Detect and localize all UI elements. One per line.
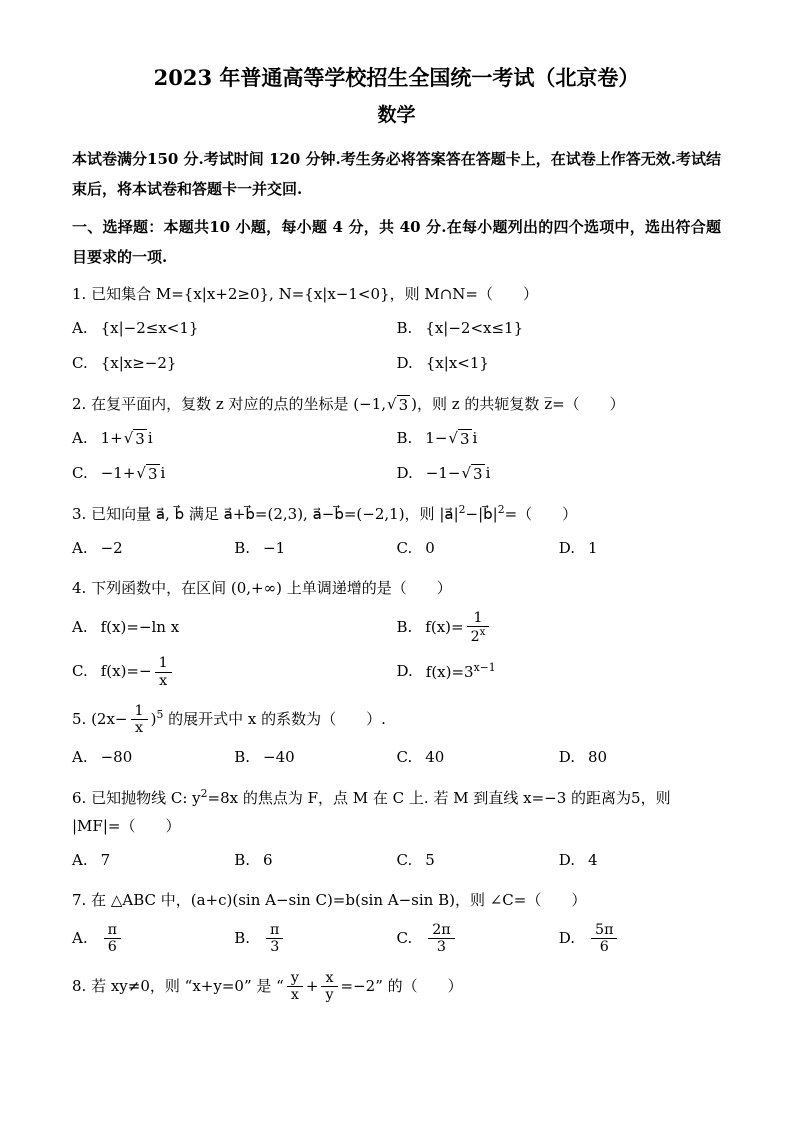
option-text: $f(x)=3^{x-1}$ — [425, 660, 496, 681]
option — [397, 311, 722, 347]
option — [397, 740, 559, 776]
option-text: 0 — [425, 538, 435, 557]
option-text: −40 — [263, 747, 295, 766]
question-options — [72, 843, 721, 879]
question-options — [72, 740, 721, 776]
option — [559, 740, 721, 776]
question-stem: 8. 若 xy≠0，则 “x+y=0” 是 “ $\frac{y}{x}$ + $\frac{x}{y}$ =−2” 的（ ） — [72, 969, 463, 1003]
question-4 — [72, 574, 721, 694]
option — [397, 650, 722, 694]
option — [234, 843, 396, 879]
question-stem: 4. 下列函数中，在区间 (0,+∞) 上单调递增的是（ ） — [72, 579, 452, 598]
question-options — [72, 311, 721, 383]
option-label: C. — [72, 662, 88, 681]
option — [72, 421, 397, 457]
exam-instructions: 本试卷满分150 分.考试时间 120 分钟.考生务必将答案答在答题卡上，在试卷上作答无效.考试结束后，将本试卷和答题卡一并交回. — [72, 150, 721, 199]
option-text: 5 — [425, 850, 435, 869]
question-7 — [72, 886, 721, 960]
option — [234, 740, 396, 776]
exam-title: 2023 年普通高等学校招生全国统一考试（北京卷） — [153, 65, 640, 90]
option — [397, 346, 722, 382]
question-options — [72, 531, 721, 567]
option — [397, 605, 722, 651]
option-text: 1+ √ 3 i — [100, 428, 153, 448]
option — [559, 843, 721, 879]
option — [72, 456, 397, 492]
option — [72, 843, 234, 879]
option-label: B. — [396, 617, 413, 636]
option-label: B. — [234, 538, 251, 557]
option — [72, 740, 234, 776]
question-3 — [72, 500, 721, 566]
question-6 — [72, 784, 721, 879]
option-text: −1+ √ 3 i — [100, 464, 166, 484]
option — [72, 311, 397, 347]
question-8 — [72, 969, 721, 1005]
option-text: 80 — [588, 747, 608, 766]
option-label: B. — [234, 747, 251, 766]
option-text: f(x)=−ln x — [100, 617, 180, 636]
option — [72, 605, 397, 651]
option-label: A. — [72, 428, 88, 447]
option-label: B. — [396, 428, 413, 447]
exam-subject: 数学 — [377, 103, 416, 126]
option — [397, 456, 722, 492]
question-stem: 2. 在复平面内，复数 z 对应的点的坐标是 (−1, √ 3 )，则 z 的共轭复数 z̅=（ ） — [72, 395, 625, 415]
section-heading: 一、选择题：本题共10 小题，每小题 4 分，共 40 分.在每小题列出的四个选项中，选出符合题目要求的一项. — [72, 218, 721, 267]
option-text: 4 — [588, 850, 598, 869]
option-text: $\frac{\pi}{6}$ — [101, 921, 124, 957]
option-label: D. — [396, 464, 413, 483]
option-label: C. — [396, 928, 413, 947]
option-label: D. — [558, 747, 576, 766]
option-text: {x|x<1} — [425, 354, 489, 373]
question-5 — [72, 702, 721, 776]
option-label: D. — [558, 538, 576, 557]
option-text: f(x)= $\frac{1}{2^x}$ — [425, 609, 492, 647]
option-text: $\frac{\pi}{3}$ — [263, 921, 286, 957]
question-stem: 1. 已知集合 M={x|x+2≥0}, N={x|x−1<0}，则 M∩N=（ ） — [72, 285, 538, 304]
question-stem: 3. 已知向量 a⃗, b⃗ 满足 a⃗+b⃗=(2,3), a⃗−b⃗=(−2,1)，则 $|a⃗|^2-|b⃗|^2=$（ ） — [72, 503, 578, 524]
option-label: A. — [72, 318, 88, 337]
option-text: −1 — [263, 538, 286, 557]
option-text: $\frac{5\pi}{6}$ — [588, 921, 620, 957]
option-label: C. — [72, 354, 88, 373]
question-stem: 7. 在 △ABC 中，(a+c)(sin A−sin C)=b(sin A−sin B)，则 ∠C=（ ） — [72, 891, 587, 910]
option-label: D. — [396, 354, 413, 373]
option — [559, 917, 721, 961]
question-options — [72, 917, 721, 961]
option-label: B. — [234, 850, 251, 869]
option-text: 1 — [588, 538, 598, 557]
question-2 — [72, 390, 721, 492]
option-text: −1− √ 3 i — [425, 464, 491, 484]
option-label: C. — [72, 464, 88, 483]
option-text: 6 — [263, 850, 273, 869]
option-text: $\frac{2\pi}{3}$ — [425, 921, 457, 957]
option — [72, 346, 397, 382]
option — [234, 531, 396, 567]
option-text: −2 — [100, 538, 123, 557]
option — [72, 650, 397, 694]
option-text: {x|x≥−2} — [100, 354, 177, 373]
option-label: D. — [558, 928, 576, 947]
option — [397, 531, 559, 567]
option-label: C. — [396, 538, 413, 557]
option-label: D. — [558, 850, 576, 869]
option-label: B. — [234, 928, 251, 947]
question-stem: 6. 已知抛物线 C: $y^2=8x$ 的焦点为 F，点 M 在 C 上. 若 M 到直线 x=−3 的距离为5，则 |MF|=（ ） — [72, 786, 671, 836]
option-text: {x|−2<x≤1} — [425, 318, 524, 337]
option-label: C. — [396, 850, 413, 869]
option-text: −80 — [100, 747, 133, 766]
question-stem: 5. (2x− $\frac{1}{x}$ )$^5$ 的展开式中 x 的系数为（ ）. — [72, 703, 386, 737]
option-label: D. — [396, 662, 413, 681]
option — [234, 917, 396, 961]
question-1 — [72, 280, 721, 382]
option-text: 7 — [100, 850, 111, 869]
option-label: A. — [72, 617, 88, 636]
option-label: B. — [396, 318, 413, 337]
option-label: C. — [396, 747, 413, 766]
option — [72, 531, 234, 567]
option — [397, 917, 559, 961]
option-label: A. — [72, 747, 88, 766]
option-text: f(x)=− $\frac{1}{x}$ — [101, 654, 175, 690]
option — [72, 917, 234, 961]
question-options — [72, 605, 721, 694]
option-text: {x|−2≤x<1} — [100, 318, 199, 337]
option-text: 1− √ 3 i — [425, 428, 478, 448]
option — [397, 843, 559, 879]
option-label: A. — [72, 850, 88, 869]
option — [559, 531, 721, 567]
question-options — [72, 421, 721, 493]
option-text: 40 — [425, 747, 445, 766]
option-label: A. — [72, 538, 88, 557]
option-label: A. — [72, 928, 88, 947]
option — [397, 421, 722, 457]
